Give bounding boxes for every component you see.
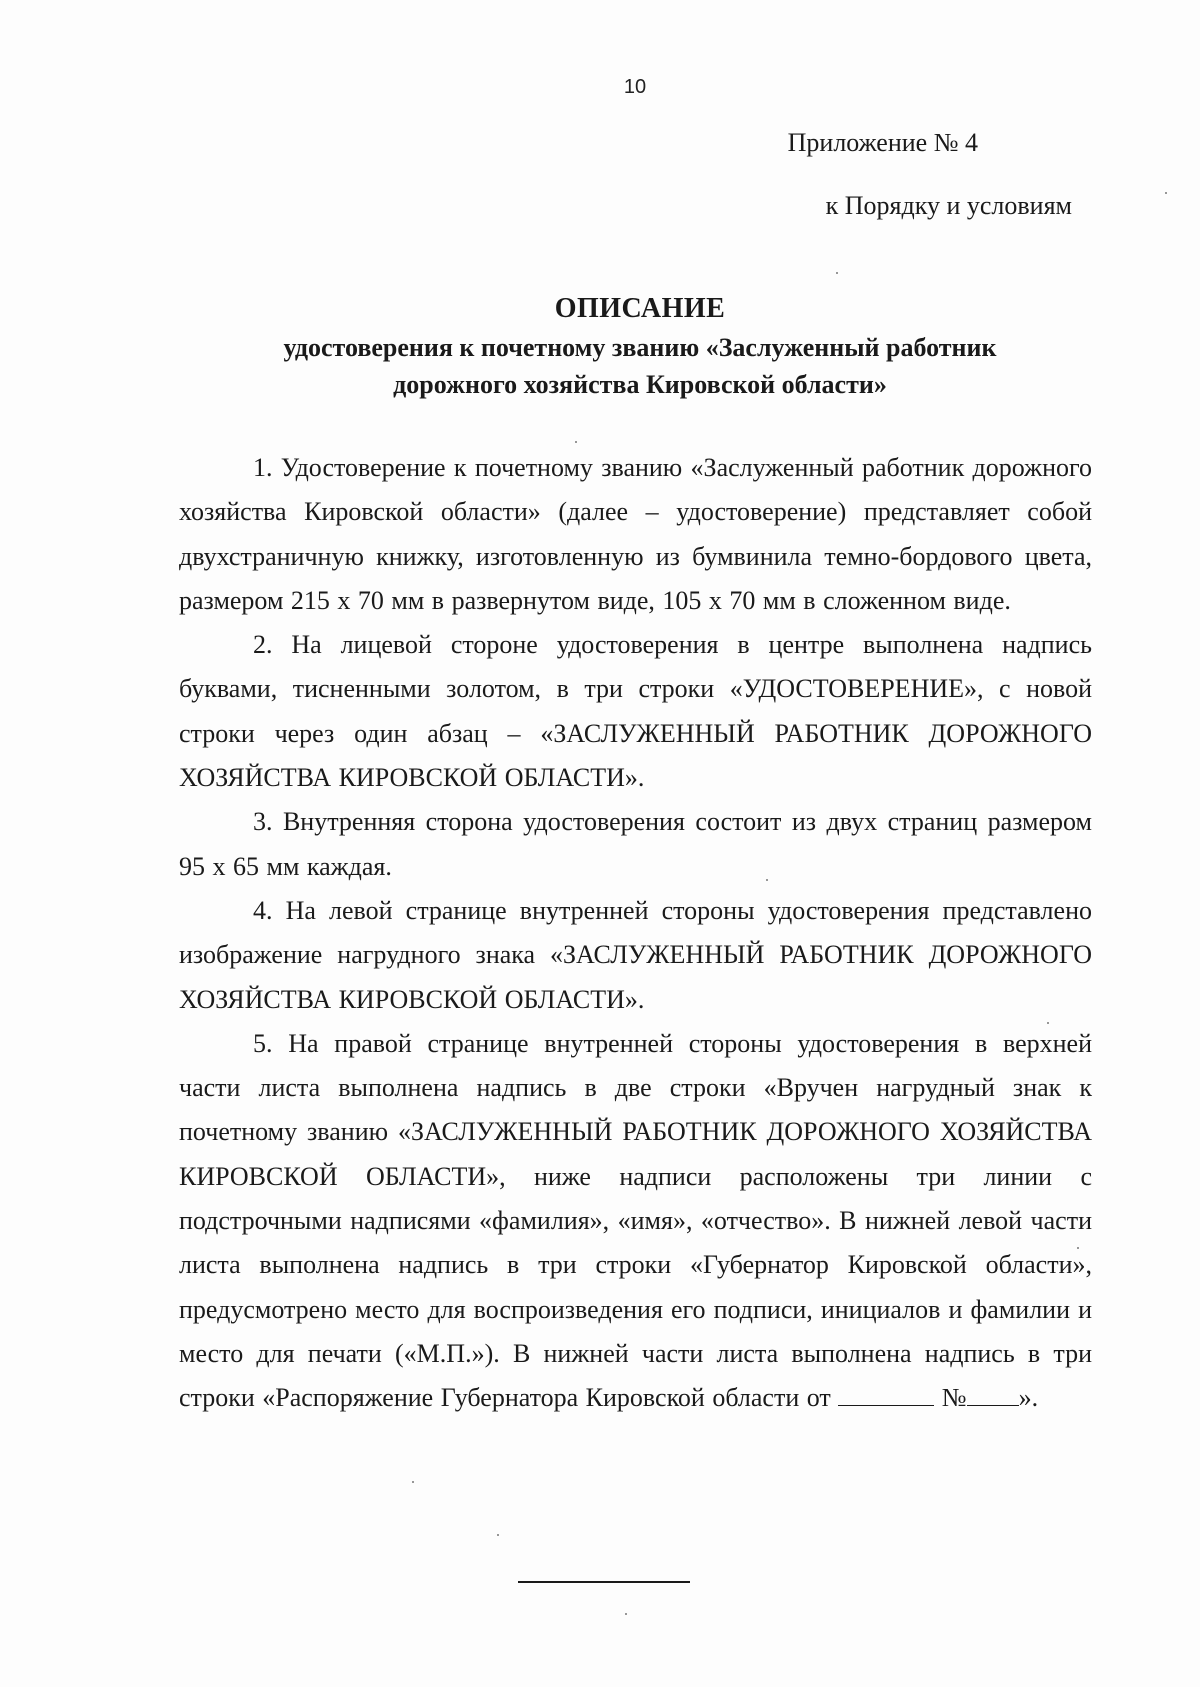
scan-speck <box>836 272 838 274</box>
paragraph-4: 4. На левой странице внутренней стороны удостоверения представлено изображение нагрудного знака «ЗАСЛУЖЕННЫЙ РАБОТНИК ДОРОЖНОГО ХОЗЯЙСТВА КИРОВСКОЙ ОБЛАСТИ». <box>179 895 1092 1014</box>
paragraph-5-text: 5. На правой странице внутренней стороны удостоверения в верхней части листа выполнена надпись в две строки «Вручен нагрудный знак к почетному званию «ЗАСЛУЖЕННЫЙ РАБОТНИК ДОРОЖНОГО ХОЗЯЙСТВА КИРОВСКОЙ ОБЛАСТИ», ниже надписи расположены три линии с подстрочными надписями «фамилия», «имя», «отчество». В нижней левой части листа выполнена надпись в три строки «Губернатор Кировской области», предусмотрено место для воспроизведения его подписи, инициалов и фамилии и место для печати («М.П.»). В нижней части листа выполнена надпись в три строки «Распоряжение Губернатора Кировской области от <box>179 1028 1092 1413</box>
scan-speck <box>1165 192 1167 194</box>
scan-speck <box>412 1481 414 1483</box>
document-body <box>179 446 1092 1421</box>
paragraph-3: 3. Внутренняя сторона удостоверения состоит из двух страниц размером 95 х 65 мм каждая. <box>179 807 1092 881</box>
page-number: 10 <box>623 76 647 98</box>
document-heading <box>180 292 1100 403</box>
document-subtitle-line-1: удостоверения к почетному званию «Заслуженный работник <box>283 333 997 362</box>
document-title: ОПИСАНИЕ <box>554 293 726 324</box>
appendix-label: Приложение № 4 <box>787 128 978 157</box>
scan-speck <box>766 879 768 881</box>
date-blank-line <box>838 1383 934 1406</box>
scan-speck <box>497 1534 499 1536</box>
paragraph-1: 1. Удостоверение к почетному званию «Заслуженный работник дорожного хозяйства Кировской области» (далее – удостоверение) представляет собой двухстраничную книжку, изготовленную из бумвинила темно-бордового цвета, размером 215 х 70 мм в развернутом виде, 105 х 70 мм в сложенном виде. <box>179 453 1092 615</box>
number-sign: № <box>941 1383 967 1413</box>
closing-quote: ». <box>1018 1383 1039 1413</box>
scan-speck <box>1077 1247 1079 1249</box>
paragraph-5 <box>179 1022 1092 1421</box>
document-subtitle-line-2: дорожного хозяйства Кировской области» <box>393 370 887 399</box>
number-blank-line <box>967 1383 1019 1406</box>
scan-speck <box>575 441 577 443</box>
scan-speck <box>625 1613 627 1615</box>
scan-speck <box>1047 1022 1049 1024</box>
end-of-document-rule <box>518 1581 690 1583</box>
appendix-reference: к Порядку и условиям <box>825 191 1072 220</box>
paragraph-2: 2. На лицевой стороне удостоверения в центре выполнена надпись буквами, тисненными золотом, в три строки «УДОСТОВЕРЕНИЕ», с новой строки через один абзац – «ЗАСЛУЖЕННЫЙ РАБОТНИК ДОРОЖНОГО ХОЗЯЙСТВА КИРОВСКОЙ ОБЛАСТИ». <box>179 630 1092 793</box>
